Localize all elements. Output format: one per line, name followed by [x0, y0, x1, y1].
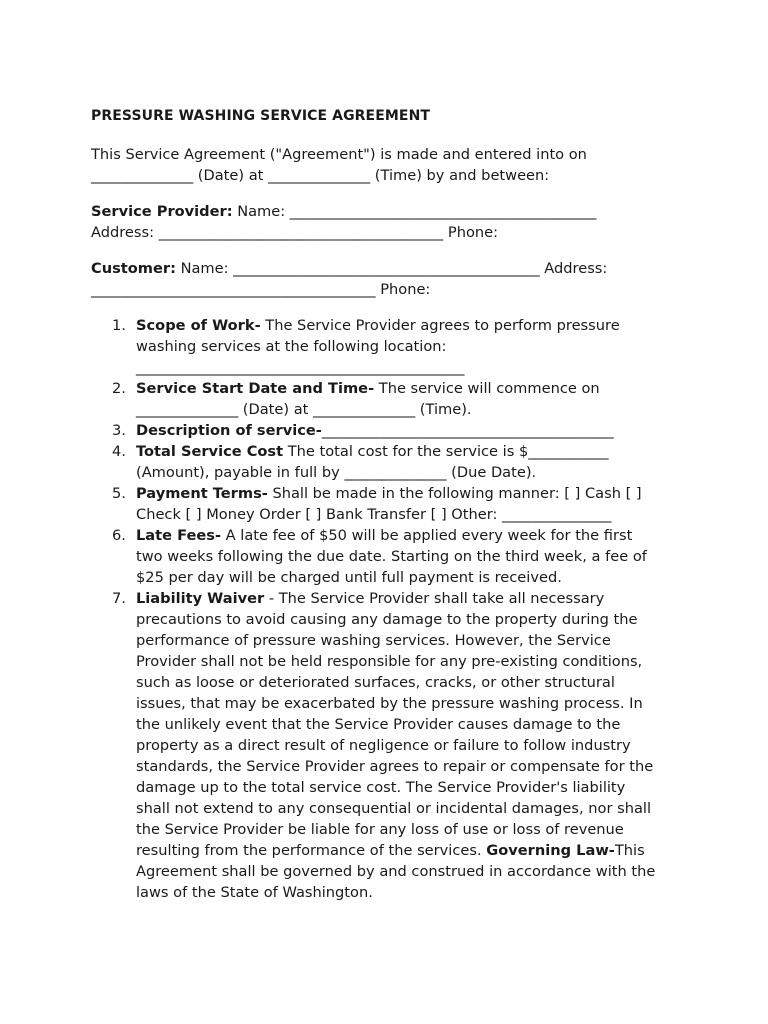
term-heading: Service Start Date and Time- — [136, 380, 375, 397]
service-provider-block — [91, 201, 691, 243]
intro-paragraph — [91, 144, 691, 186]
term-text: The total cost for the service is $___________ (Amount), payable in full by ______________ (Due Date). — [136, 443, 609, 481]
service-provider-address-line: Address: _______________________________________ Phone: — [91, 224, 499, 241]
governing-law-text: This Agreement shall be governed by and construed in accordance with the laws of the State of Washington. — [136, 842, 656, 901]
term-liability-waiver — [91, 588, 691, 903]
term-heading: Payment Terms- — [136, 485, 268, 502]
term-number: 7. — [112, 590, 126, 607]
term-number: 4. — [112, 443, 126, 460]
term-total-cost — [91, 441, 691, 483]
term-heading: Liability Waiver — [136, 590, 265, 607]
term-text: The service will commence on ______________ (Date) at ______________ (Time). — [136, 380, 600, 418]
term-scope-of-work — [91, 315, 691, 378]
intro-line-1: This Service Agreement ("Agreement") is made and entered into on — [91, 146, 587, 163]
document-title: PRESSURE WASHING SERVICE AGREEMENT — [91, 108, 431, 124]
term-text: ________________________________________ — [321, 422, 614, 439]
term-text: The Service Provider agrees to perform pressure washing services at the following location: _____________________________________________ — [136, 317, 620, 376]
intro-line-2: ______________ (Date) at ______________ (Time) by and between: — [91, 167, 550, 184]
term-heading: Late Fees- — [136, 527, 222, 544]
agreement-page — [91, 106, 691, 903]
term-text: A late fee of $50 will be applied every week for the first two weeks following the due date. Starting on the third week, a fee of $25 per day will be charged until full payment is received. — [136, 527, 647, 586]
customer-address-line: _______________________________________ Phone: — [91, 281, 431, 298]
term-number: 1. — [112, 317, 126, 334]
service-provider-label: Service Provider: — [91, 203, 233, 220]
customer-block — [91, 258, 691, 300]
term-text: Shall be made in the following manner: [ ] Cash [ ] Check [ ] Money Order [ ] Bank Transfer [ ] Other: _______________ — [136, 485, 642, 523]
term-number: 5. — [112, 485, 126, 502]
term-heading: Description of service- — [136, 422, 322, 439]
term-heading: Total Service Cost — [136, 443, 284, 460]
customer-label: Customer: — [91, 260, 176, 277]
service-provider-name-line: Name: __________________________________________ — [232, 203, 597, 220]
terms-list — [91, 315, 691, 903]
governing-law-heading: Governing Law- — [486, 842, 615, 859]
term-late-fees — [91, 525, 691, 588]
term-text: - The Service Provider shall take all necessary precautions to avoid causing any damage to the property during the performance of pressure washing services. However, the Service Provider shall not be held responsible for any pre-existing conditions, such as loose or deteriorated surfaces, cracks, or other structural issues, that may be exacerbated by the pressure washing process. In the unlikely event that the Service Provider causes damage to the property as a direct result of negligence or failure to follow industry standards, the Service Provider agrees to repair or compensate for the damage up to the total service cost. The Service Provider's liability shall not extend to any consequential or incidental damages, nor shall the Service Provider be liable for any loss of use or loss of revenue resulting from the performance of the services. — [136, 590, 654, 859]
term-heading: Scope of Work- — [136, 317, 261, 334]
customer-name-line: Name: __________________________________________ Address: — [175, 260, 608, 277]
term-number: 6. — [112, 527, 126, 544]
term-service-start — [91, 378, 691, 420]
term-number: 2. — [112, 380, 126, 397]
term-number: 3. — [112, 422, 126, 439]
term-payment-terms — [91, 483, 691, 525]
term-description — [91, 420, 691, 441]
